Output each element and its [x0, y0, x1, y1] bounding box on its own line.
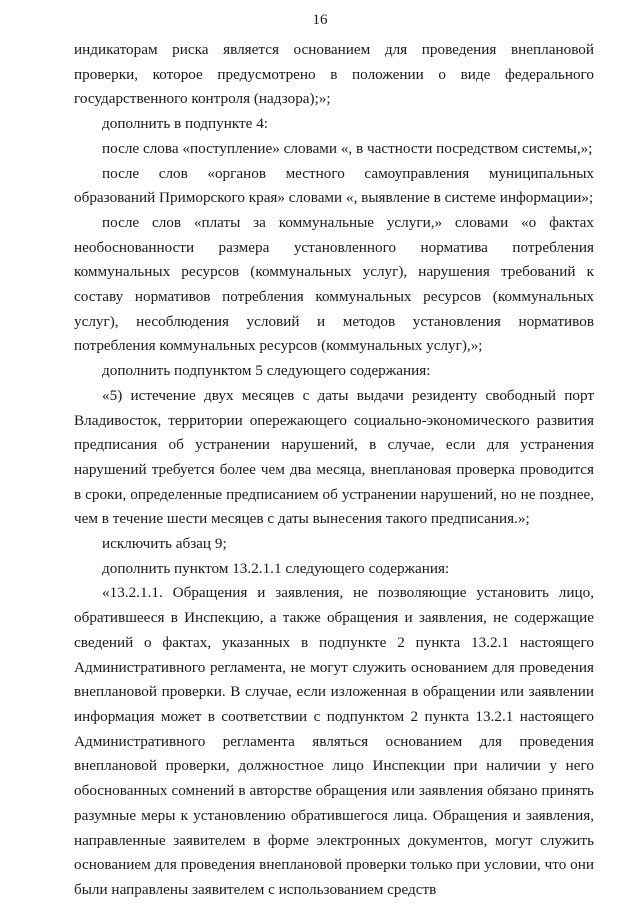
paragraph: «5) истечение двух месяцев с даты выдачи резиденту свободный порт Владивосток, территории опережающего социально-экономического развития предписания об устранении нарушений, в случае, если для устранения нарушений требуется более чем два месяца, внеплановая проверка проводится в сроки, определенные предписанием об устранении нарушений, но не позднее, чем в течение шести месяцев с даты вынесения такого предписания.»; [74, 386, 594, 528]
page-number: 16 [312, 12, 328, 28]
paragraph: «13.2.1.1. Обращения и заявления, не позволяющие установить лицо, обратившееся в Инспекцию, а также обращения и заявления, не содержащие сведений о фактах, указанных в подпункте 2 пункта 13.2.1 настоящего Административного регламента, не могут служить основанием для проведения внеплановой проверки. В случае, если изложенная в обращении или заявлении информация может в соответствии с подпунктом 2 пункта 13.2.1 настоящего Административного регламента являться основанием для проведения внеплановой проверки, должностное лицо Инспекции при наличии у него обоснованных сомнений в авторстве обращения или заявления обязано принять разумные меры к установлению обратившегося лица. Обращения и заявления, направленные заявителем в форме электронных документов, могут служить основанием для проведения внеплановой проверки только при условии, что они были направлены заявителем с использованием средств [74, 584, 594, 898]
paragraph: после слов «платы за коммунальные услуги,» словами «о фактах необоснованности размера установленного норматива потребления коммунальных ресурсов (коммунальных услуг), нарушения требований к составу нормативов потребления коммунальных ресурсов (коммунальных услуг), несоблюдения условий и методов установления нормативов потребления коммунальных ресурсов (коммунальных услуг),»; [74, 213, 594, 355]
paragraph: после слов «органов местного самоуправления муниципальных образований Приморского края» словами «, выявление в системе информации»; [74, 164, 594, 207]
paragraph: после слова «поступление» словами «, в частности посредством системы,»; [102, 139, 593, 157]
paragraph: дополнить подпунктом 5 следующего содержания: [102, 362, 431, 380]
paragraph: исключить абзац 9; [102, 535, 227, 553]
paragraph: индикаторам риска является основанием для проведения внеплановой проверки, которое предусмотрено в положении о виде федерального государственного контроля (надзора);»; [74, 41, 594, 108]
paragraph: дополнить пунктом 13.2.1.1 следующего содержания: [102, 559, 450, 577]
paragraph: дополнить в подпункте 4: [102, 115, 269, 133]
document-body [74, 38, 594, 903]
